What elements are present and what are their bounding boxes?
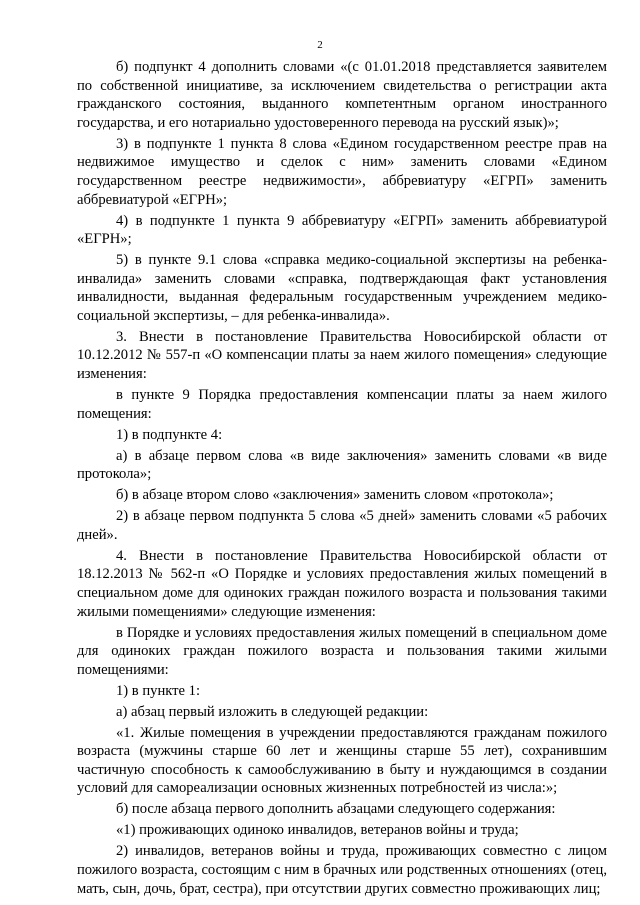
page-number: 2 [317, 39, 323, 51]
paragraph-7: 1) в подпункте 4: [116, 426, 223, 443]
paragraph-16: б) после абзаца первого дополнить абзацами следующего содержания: [116, 801, 556, 818]
paragraph-9: б) в абзаце втором слово «заключения» заменить словом «протокола»; [116, 487, 554, 504]
paragraph-18: 2) инвалидов, ветеранов войны и труда, проживающих совместно с лицом пожилого возраста, состоящим с ним в брачных или родственных отношениях (отец, мать, сын, дочь, брат, сестра), при отсутствии других совместно проживающих лиц; [77, 843, 607, 897]
paragraph-10: 2) в абзаце первом подпункта 5 слова «5 дней» заменить словами «5 рабочих дней». [77, 508, 607, 543]
paragraph-12: в Порядке и условиях предоставления жилых помещений в специальном доме для одиноких граждан пожилого возраста и пользования такими жилыми помещениями: [77, 624, 607, 678]
paragraph-2: 3) в подпункте 1 пункта 8 слова «Едином государственном реестре прав на недвижимое имущество и сделок с ним» заменить словами «Едином государственном реестре недвижимости», аббревиатуру «ЕГРП» заменить аббревиатурой «ЕГРН»; [77, 135, 607, 208]
paragraph-8: а) в абзаце первом слова «в виде заключения» заменить словами «в виде протокола»; [77, 447, 607, 483]
paragraph-6: в пункте 9 Порядка предоставления компенсации платы за наем жилого помещения: [77, 387, 607, 422]
paragraph-17: «1) проживающих одиноко инвалидов, ветеранов войны и труда; [116, 822, 519, 839]
paragraph-15: «1. Жилые помещения в учреждении предоставляются гражданам пожилого возраста (мужчины старше 60 лет и женщины старше 55 лет), сохранившим частичную способность к самообслуживанию в быту и нуждающимся в создании условий для самореализации основных жизненных потребностей из числа:»; [77, 724, 607, 797]
paragraph-14: а) абзац первый изложить в следующей редакции: [116, 703, 429, 720]
paragraph-3: 4) в подпункте 1 пункта 9 аббревиатуру «ЕГРП» заменить аббревиатурой «ЕГРН»; [77, 212, 607, 248]
paragraph-1: б) подпункт 4 дополнить словами «(с 01.01.2018 представляется заявителем по собственной инициативе, за исключением свидетельства о регистрации акта гражданского состояния, выданного компетентным органом иностранного государства, и его нотариально удостоверенного перевода на русский язык)»; [77, 59, 607, 131]
paragraph-13: 1) в пункте 1: [116, 682, 201, 699]
paragraph-5: 3. Внести в постановление Правительства Новосибирской области от 10.12.2012 № 557-п «О компенсации платы за наем жилого помещения» следующие изменения: [77, 328, 607, 383]
paragraph-4: 5) в пункте 9.1 слова «справка медико-социальной экспертизы на ребенка-инвалида» заменить словами «справка, подтверждающая факт установления инвалидности, выданная федеральным государственным учреждением медико-социальной экспертизы, – для ребенка-инвалида». [77, 252, 607, 324]
document-body [77, 58, 607, 898]
paragraph-11: 4. Внести в постановление Правительства Новосибирской области от 18.12.2013 № 562-п «О Порядке и условиях предоставления жилых помещений в специальном доме для одиноких граждан пожилого возраста и пользования такими жилыми помещениями» следующие изменения: [77, 547, 607, 620]
